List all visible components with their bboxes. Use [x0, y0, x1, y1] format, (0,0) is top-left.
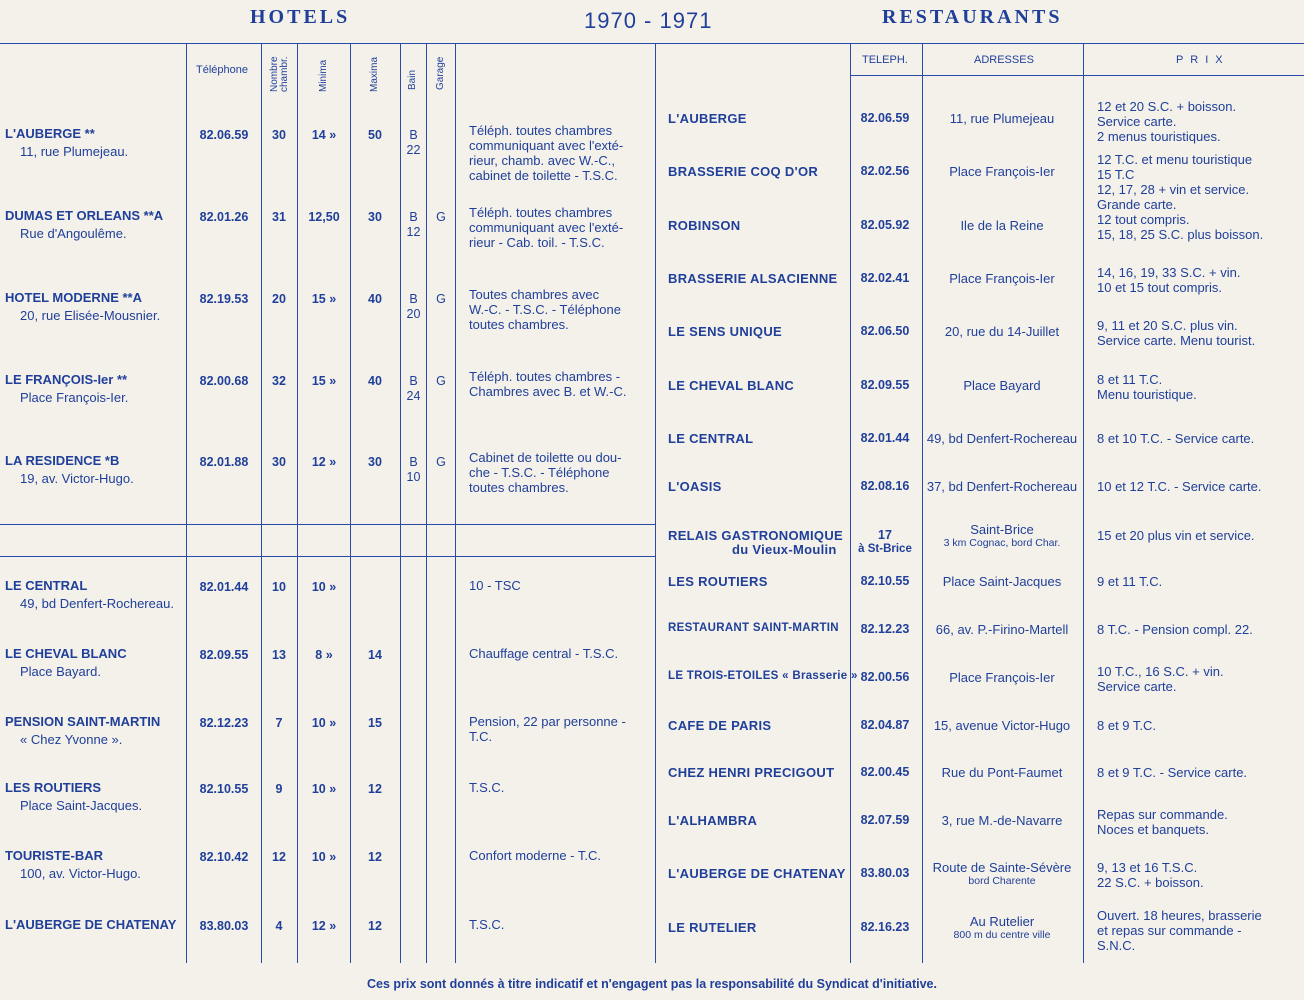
- hotel-col-line: [261, 43, 262, 963]
- hotel-name: PENSION SAINT-MARTIN: [5, 714, 161, 729]
- hotel-phone: 82.12.23: [199, 716, 249, 730]
- hotel-name: DUMAS ET ORLEANS **A: [5, 208, 164, 223]
- restaurant-address: Route de Sainte-Sévère: [932, 860, 1072, 875]
- restaurant-address-line2: 800 m du centre ville: [953, 929, 1051, 941]
- restaurant-phone: 82.01.44: [860, 431, 910, 445]
- restaurant-phone: 82.05.92: [860, 218, 910, 232]
- restaurant-phone: 82.06.50: [860, 324, 910, 338]
- hotel-address: Place Saint-Jacques.: [20, 798, 143, 813]
- hotel-bath: B 24: [406, 374, 421, 403]
- hotel-bath: B 20: [406, 292, 421, 321]
- hotel-phone: 82.10.42: [199, 850, 249, 864]
- restaurant-price: 12 T.C. et menu touristique 15 T.C 12, 17, 28 + vin et service. Grande carte.: [1097, 152, 1253, 212]
- hotel-phone: 82.10.55: [199, 782, 249, 796]
- restaurant-address: 11, rue Plumejeau: [949, 111, 1055, 126]
- hotel-max: 12: [368, 782, 382, 796]
- hotel-bath: B 10: [406, 455, 421, 484]
- restaurant-address: 3, rue M.-de-Navarre: [941, 813, 1063, 828]
- hotel-min: 12,50: [308, 210, 340, 224]
- hotel-rooms: 4: [275, 919, 283, 933]
- restaurant-price: 12 et 20 S.C. + boisson. Service carte. 2 menus touristiques.: [1097, 99, 1237, 144]
- hotel-notes: Téléph. toutes chambres communiquant avec l'exté- rieur - Cab. toil. - T.S.C.: [469, 205, 624, 250]
- hotel-address: Place Bayard.: [20, 664, 101, 679]
- restaurant-address: Place François-Ier: [949, 670, 1055, 685]
- restaurant-name: ROBINSON: [668, 218, 741, 233]
- restaurant-price: 8 T.C. - Pension compl. 22.: [1097, 622, 1253, 637]
- restaurants-header-rule: [850, 75, 1304, 76]
- hotel-name: LES ROUTIERS: [5, 780, 102, 795]
- hotel-name: LA RESIDENCE *B: [5, 453, 120, 468]
- restaurant-phone: 82.09.55: [860, 378, 910, 392]
- hotel-max: 15: [368, 716, 382, 730]
- hotel-notes: Toutes chambres avec W.-C. - T.S.C. - Téléphone toutes chambres.: [469, 287, 621, 332]
- restaurant-price: 9, 13 et 16 T.S.C. 22 S.C. + boisson.: [1097, 860, 1204, 890]
- hotel-max: 50: [368, 128, 382, 142]
- hotel-phone: 82.19.53: [199, 292, 249, 306]
- restaurant-phone: 17: [878, 528, 892, 542]
- restaurant-phone: 82.04.87: [860, 718, 910, 732]
- hotel-col-maxima: Maxima: [369, 56, 380, 92]
- hotel-rooms: 13: [272, 648, 286, 662]
- hotel-notes: Pension, 22 par personne - T.C.: [469, 714, 626, 744]
- restaurant-name: CAFE DE PARIS: [668, 718, 772, 733]
- hotel-address: 19, av. Victor-Hugo.: [20, 471, 134, 486]
- hotel-name: LE CENTRAL: [5, 578, 88, 593]
- footer-disclaimer: Ces prix sont donnés à titre indicatif et n'engagent pas la responsabilité du Syndicat d'initiative.: [367, 977, 937, 991]
- restaurant-name: RELAIS GASTRONOMIQUE: [668, 528, 844, 543]
- restaurant-phone: 82.12.23: [860, 622, 910, 636]
- hotel-min: 10 »: [311, 716, 337, 730]
- restaurant-phone: 82.02.56: [860, 164, 910, 178]
- hotel-col-line: [455, 43, 456, 963]
- hotel-name: LE CHEVAL BLANC: [5, 646, 127, 661]
- restaurant-name: BRASSERIE ALSACIENNE: [668, 271, 838, 286]
- hotel-name: L'AUBERGE DE CHATENAY: [5, 917, 177, 932]
- restaurant-address: Place François-Ier: [949, 164, 1055, 179]
- hotel-notes: T.S.C.: [469, 917, 505, 932]
- hotel-phone: 82.01.88: [199, 455, 249, 469]
- restaurant-address: Place François-Ier: [949, 271, 1055, 286]
- hotel-min: 10 »: [311, 850, 337, 864]
- restaurant-name: LES ROUTIERS: [668, 574, 768, 589]
- hotel-rooms: 12: [272, 850, 286, 864]
- hotel-col-bain: Bain: [407, 69, 418, 90]
- restaurant-phone-line2: à St-Brice: [858, 543, 912, 555]
- restaurant-price: 14, 16, 19, 33 S.C. + vin. 10 et 15 tout compris.: [1097, 265, 1241, 295]
- hotel-col-line: [297, 43, 298, 963]
- hotel-garage: G: [436, 292, 446, 306]
- rest-col-price: P R I X: [1176, 54, 1225, 66]
- restaurant-name-line2: du Vieux-Moulin: [732, 542, 837, 557]
- hotel-min: 15 »: [311, 292, 337, 306]
- hotels-section-rule-2: [0, 556, 655, 557]
- hotel-max: 12: [368, 850, 382, 864]
- restaurant-price: 15 et 20 plus vin et service.: [1097, 528, 1255, 543]
- hotel-min: 12 »: [311, 455, 337, 469]
- restaurant-address: 15, avenue Victor-Hugo: [933, 718, 1071, 733]
- hotel-col-line: [350, 43, 351, 963]
- hotel-min: 15 »: [311, 374, 337, 388]
- restaurant-name: LE SENS UNIQUE: [668, 324, 782, 339]
- hotel-address: 11, rue Plumejeau.: [20, 144, 129, 159]
- hotel-name: HOTEL MODERNE **A: [5, 290, 142, 305]
- restaurant-price: Ouvert. 18 heures, brasserie et repas sur commande - S.N.C.: [1097, 908, 1262, 953]
- hotel-name: LE FRANÇOIS-Ier **: [5, 372, 128, 387]
- hotel-address: « Chez Yvonne ».: [20, 732, 123, 747]
- hotel-name: L'AUBERGE **: [5, 126, 95, 141]
- hotel-address: 100, av. Victor-Hugo.: [20, 866, 141, 881]
- hotel-phone: 82.01.26: [199, 210, 249, 224]
- hotel-min: 8 »: [315, 648, 333, 662]
- hotel-rooms: 31: [272, 210, 286, 224]
- restaurant-name: L'AUBERGE DE CHATENAY: [668, 866, 846, 881]
- restaurant-name: LE RUTELIER: [668, 920, 757, 935]
- hotel-garage: G: [436, 210, 446, 224]
- hotel-max: 40: [368, 374, 382, 388]
- restaurant-address-line2: 3 km Cognac, bord Char.: [943, 537, 1061, 549]
- restaurant-phone: 83.80.03: [860, 866, 910, 880]
- hotel-max: 12: [368, 919, 382, 933]
- restaurant-name: L'OASIS: [668, 479, 722, 494]
- hotel-col-garage: Garage: [435, 56, 446, 90]
- hotel-garage: G: [436, 455, 446, 469]
- hotel-rooms: 30: [272, 128, 286, 142]
- restaurants-title: RESTAURANTS: [882, 6, 1063, 28]
- restaurant-address: 66, av. P.-Firino-Martell: [935, 622, 1069, 637]
- restaurant-price: 8 et 11 T.C. Menu touristique.: [1097, 372, 1197, 402]
- hotel-phone: 83.80.03: [199, 919, 249, 933]
- hotel-min: 12 »: [311, 919, 337, 933]
- hotel-phone: 82.09.55: [199, 648, 249, 662]
- hotel-col-rooms: Nombre chambr.: [269, 56, 290, 92]
- restaurant-name: BRASSERIE COQ D'OR: [668, 164, 819, 179]
- hotel-notes: Téléph. toutes chambres communiquant avec l'exté- rieur, chamb. avec W.-C., cabinet de toilette - T.S.C.: [469, 123, 624, 183]
- restaurant-phone: 82.07.59: [860, 813, 910, 827]
- restaurant-price: 8 et 9 T.C. - Service carte.: [1097, 765, 1248, 780]
- hotel-max: 30: [368, 455, 382, 469]
- hotel-rooms: 30: [272, 455, 286, 469]
- restaurant-price: 9 et 11 T.C.: [1097, 574, 1163, 589]
- hotel-notes: Cabinet de toilette ou dou- che - T.S.C. - Téléphone toutes chambres.: [469, 450, 622, 495]
- restaurant-address: 37, bd Denfert-Rochereau: [926, 479, 1078, 494]
- restaurant-name: RESTAURANT SAINT-MARTIN: [668, 622, 839, 634]
- restaurant-price: 8 et 10 T.C. - Service carte.: [1097, 431, 1255, 446]
- restaurant-name: L'ALHAMBRA: [668, 813, 758, 828]
- restaurant-phone: 82.02.41: [860, 271, 910, 285]
- hotel-max: 40: [368, 292, 382, 306]
- restaurant-price: 12 tout compris. 15, 18, 25 S.C. plus boisson.: [1097, 212, 1264, 242]
- restaurant-price: 10 et 12 T.C. - Service carte.: [1097, 479, 1262, 494]
- hotel-rooms: 7: [275, 716, 283, 730]
- hotel-rooms: 32: [272, 374, 286, 388]
- hotel-col-telephone: Téléphone: [196, 64, 248, 76]
- hotel-garage: G: [436, 374, 446, 388]
- hotel-rooms: 9: [275, 782, 283, 796]
- hotel-phone: 82.00.68: [199, 374, 249, 388]
- restaurant-phone: 82.00.56: [860, 670, 910, 684]
- rest-col-line: [1083, 43, 1084, 963]
- restaurant-name: LE TROIS-ETOILES « Brasserie »: [668, 670, 858, 682]
- restaurant-address: 49, bd Denfert-Rochereau: [926, 431, 1078, 446]
- restaurant-price: 10 T.C., 16 S.C. + vin. Service carte.: [1097, 664, 1224, 694]
- restaurant-address: 20, rue du 14-Juillet: [944, 324, 1060, 339]
- restaurant-address: Ile de la Reine: [960, 218, 1044, 233]
- restaurant-address-line2: bord Charente: [968, 875, 1036, 887]
- restaurant-price: 9, 11 et 20 S.C. plus vin. Service carte. Menu tourist.: [1097, 318, 1256, 348]
- hotel-phone: 82.06.59: [199, 128, 249, 142]
- hotel-rooms: 10: [272, 580, 286, 594]
- restaurant-address: Au Rutelier: [969, 914, 1035, 929]
- restaurant-name: L'AUBERGE: [668, 111, 747, 126]
- hotel-min: 10 »: [311, 580, 337, 594]
- restaurant-name: LE CENTRAL: [668, 431, 754, 446]
- hotel-name: TOURISTE-BAR: [5, 848, 103, 863]
- restaurant-name: LE CHEVAL BLANC: [668, 378, 795, 393]
- hotel-rooms: 20: [272, 292, 286, 306]
- hotel-col-line: [186, 43, 187, 963]
- hotel-notes: 10 - TSC: [469, 578, 521, 593]
- hotel-bath: B 12: [406, 210, 421, 239]
- hotel-address: Place François-Ier.: [20, 390, 129, 405]
- hotels-title: HOTELS: [250, 6, 351, 28]
- year-title: 1970 - 1971: [584, 8, 713, 33]
- restaurant-address: Place Bayard: [963, 378, 1041, 393]
- restaurant-address: Place Saint-Jacques: [942, 574, 1062, 589]
- center-line: [655, 43, 656, 963]
- restaurant-phone: 82.06.59: [860, 111, 910, 125]
- hotel-address: Rue d'Angoulême.: [20, 226, 127, 241]
- hotel-col-minima: Minima: [318, 59, 329, 92]
- restaurant-price: Repas sur commande. Noces et banquets.: [1097, 807, 1228, 837]
- restaurant-phone: 82.08.16: [860, 479, 910, 493]
- restaurant-address: Saint-Brice: [970, 522, 1034, 537]
- hotel-min: 14 »: [311, 128, 337, 142]
- hotels-section-rule-1: [0, 524, 655, 525]
- restaurant-phone: 82.16.23: [860, 920, 910, 934]
- top-rule: [0, 43, 1304, 44]
- hotel-notes: T.S.C.: [469, 780, 505, 795]
- hotel-address: 49, bd Denfert-Rochereau.: [20, 596, 174, 611]
- restaurant-price: 8 et 9 T.C.: [1097, 718, 1157, 733]
- hotel-notes: Confort moderne - T.C.: [469, 848, 601, 863]
- rest-col-telephone: TELEPH.: [862, 54, 908, 66]
- hotel-max: 30: [368, 210, 382, 224]
- hotel-notes: Téléph. toutes chambres - Chambres avec B. et W.-C.: [469, 369, 627, 399]
- rest-col-address: ADRESSES: [974, 54, 1034, 66]
- hotel-notes: Chauffage central - T.S.C.: [469, 646, 619, 661]
- hotel-col-line: [400, 43, 401, 963]
- restaurant-name: CHEZ HENRI PRECIGOUT: [668, 765, 835, 780]
- hotel-bath: B 22: [406, 128, 421, 157]
- restaurant-phone: 82.00.45: [860, 765, 910, 779]
- hotel-phone: 82.01.44: [199, 580, 249, 594]
- restaurant-address: Rue du Pont-Faumet: [941, 765, 1063, 780]
- hotel-max: 14: [368, 648, 382, 662]
- hotel-min: 10 »: [311, 782, 337, 796]
- hotel-col-line: [426, 43, 427, 963]
- hotel-address: 20, rue Elisée-Mousnier.: [20, 308, 161, 323]
- restaurant-phone: 82.10.55: [860, 574, 910, 588]
